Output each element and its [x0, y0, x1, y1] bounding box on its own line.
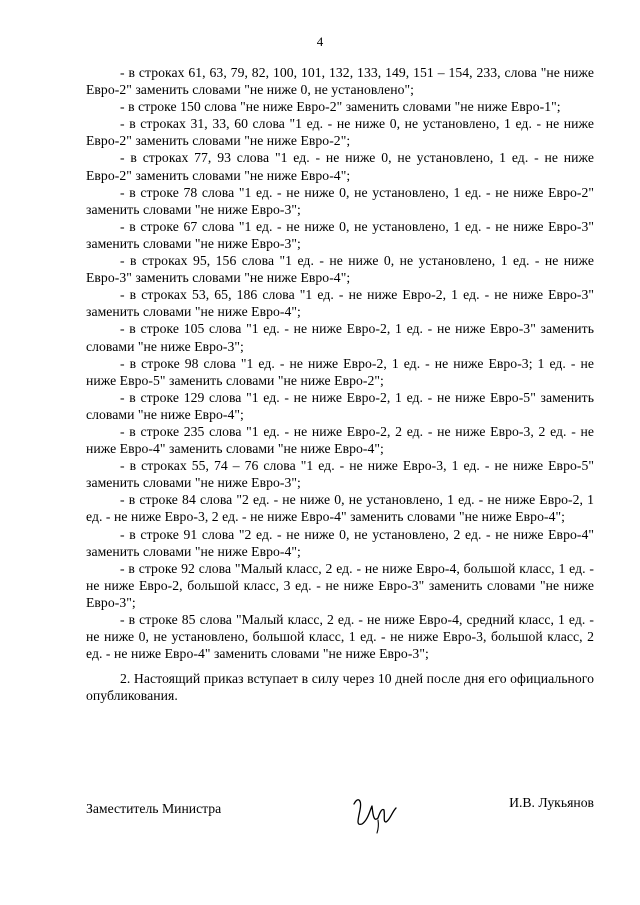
amendment-item: - в строке 150 слова "не ниже Евро-2" заменить словами "не ниже Евро-1"; — [120, 99, 561, 115]
signature-block — [86, 790, 594, 836]
page-number: 4 — [316, 34, 324, 49]
amendment-item: - в строке 84 слова "2 ед. - не ниже 0, не установлено, 1 ед. - не ниже Евро-2, 1 ед. - не ниже Евро-3, 2 ед. - не ниже Евро-4" заменить словами "не ниже Евро-4"; — [86, 492, 594, 525]
amendment-item: - в строке 235 слова "1 ед. - не ниже Евро-2, 2 ед. - не ниже Евро-3, 2 ед. - не ниже Евро-4" заменить словами "не ниже Евро-4"; — [86, 423, 594, 457]
amendment-item: - в строке 105 слова "1 ед. - не ниже Евро-2, 1 ед. - не ниже Евро-3" заменить словами "не ниже Евро-3"; — [86, 321, 594, 354]
amendment-item: - в строке 91 слова "2 ед. - не ниже 0, не установлено, 2 ед. - не ниже Евро-4" заменить словами "не ниже Евро-4"; — [86, 526, 594, 559]
final-clause: 2. Настоящий приказ вступает в силу через 10 дней после дня его официального опубликования. — [86, 671, 594, 704]
handwritten-signature — [348, 790, 402, 836]
amendment-item: - в строке 67 слова "1 ед. - не ниже 0, не установлено, 1 ед. - не ниже Евро-3" заменить словами "не ниже Евро-3"; — [86, 218, 594, 251]
amendment-item: - в строках 77, 93 слова "1 ед. - не ниже 0, не установлено, 1 ед. - не ниже Евро-2" заменить словами "не ниже Евро-4"; — [86, 150, 594, 183]
amendments-body — [86, 64, 594, 704]
signer-title: Заместитель Министра — [86, 801, 222, 816]
amendment-item: - в строках 61, 63, 79, 82, 100, 101, 132, 133, 149, 151 – 154, 233, слова "не ниже Евро-2" заменить словами "не ниже 0, не установлено"; — [86, 65, 594, 98]
amendment-item: - в строке 92 слова "Малый класс, 2 ед. - не ниже Евро-4, большой класс, 1 ед. - не ниже Евро-2, большой класс, 3 ед. - не ниже Евро-3" заменить словами "не ниже Евро-3"; — [86, 560, 594, 610]
amendment-item: - в строках 55, 74 – 76 слова "1 ед. - не ниже Евро-3, 1 ед. - не ниже Евро-5" заменить словами "не ниже Евро-3"; — [86, 458, 594, 491]
amendment-item: - в строках 31, 33, 60 слова "1 ед. - не ниже 0, не установлено, 1 ед. - не ниже Евро-2" заменить словами "не ниже Евро-2"; — [86, 116, 594, 149]
amendment-item: - в строке 98 слова "1 ед. - не ниже Евро-2, 1 ед. - не ниже Евро-3; 1 ед. - не ниже Евро-5" заменить словами "не ниже Евро-2"; — [86, 355, 594, 388]
amendment-item: - в строке 78 слова "1 ед. - не ниже 0, не установлено, 1 ед. - не ниже Евро-2" заменить словами "не ниже Евро-3"; — [86, 184, 594, 217]
signer-name: И.В. Лукьянов — [509, 795, 594, 810]
amendment-item: - в строке 85 слова "Малый класс, 2 ед. - не ниже Евро-4, средний класс, 1 ед. - не ниже 0, не установлено, большой класс, 1 ед. - не ниже Евро-3, большой класс, 2 ед. - не ниже Евро-4" заменить словами "не ниже Евро-3"; — [86, 612, 594, 662]
amendment-item: - в строках 95, 156 слова "1 ед. - не ниже 0, не установлено, 1 ед. - не ниже Евро-3" заменить словами "не ниже Евро-4"; — [86, 253, 594, 286]
amendment-item: - в строке 129 слова "1 ед. - не ниже Евро-2, 1 ед. - не ниже Евро-5" заменить словами "не ниже Евро-4"; — [86, 389, 594, 422]
amendment-item: - в строках 53, 65, 186 слова "1 ед. - не ниже Евро-2, 1 ед. - не ниже Евро-3" заменить словами "не ниже Евро-4"; — [86, 287, 594, 320]
